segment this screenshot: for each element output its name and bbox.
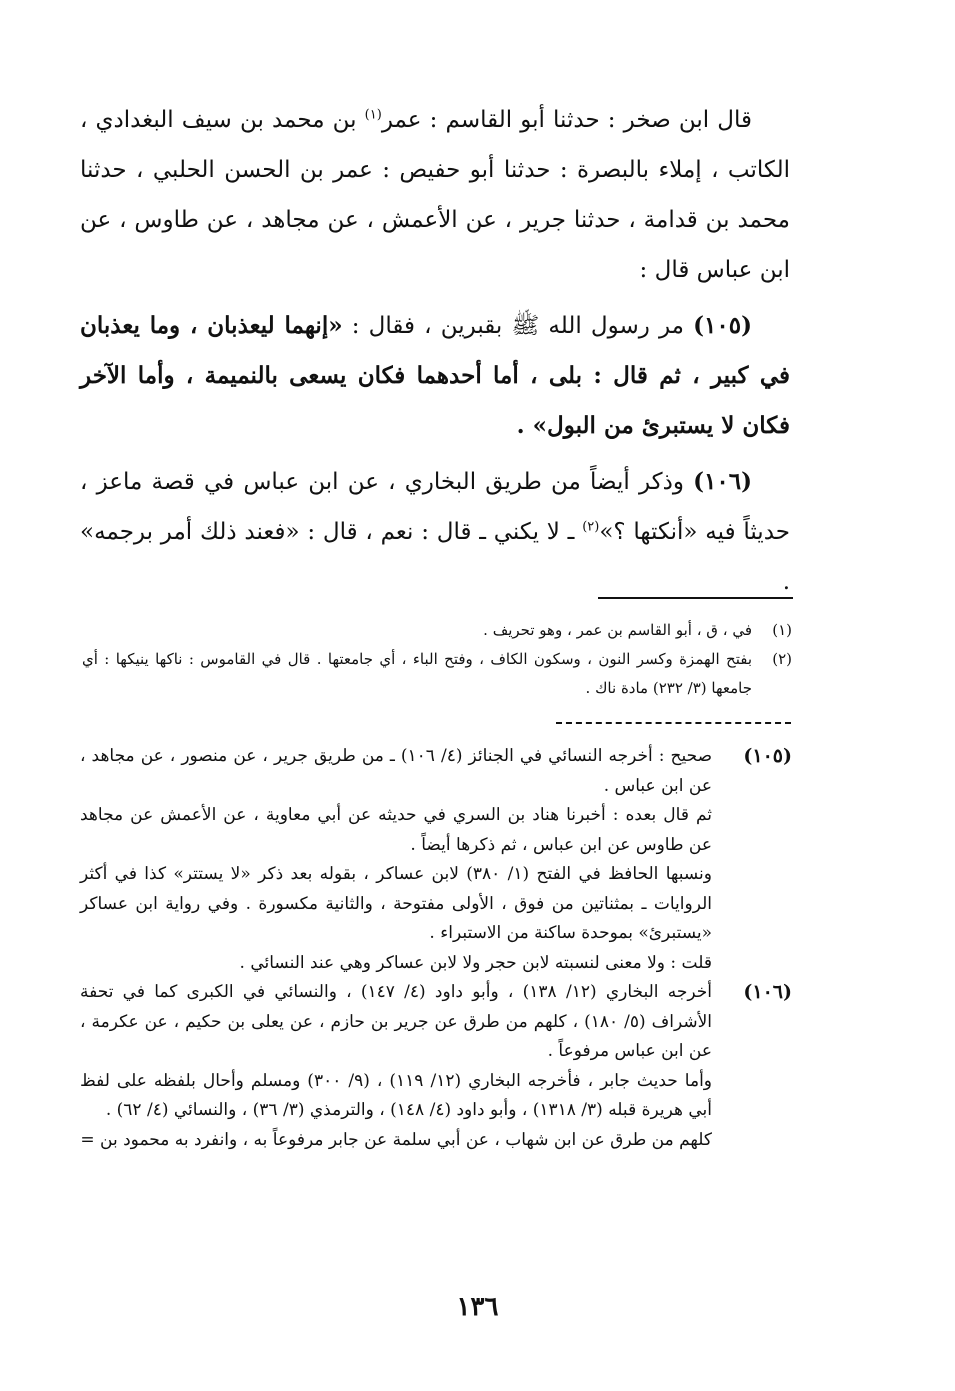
- takhrij-body: [80, 742, 712, 978]
- page-number: ١٣٦: [456, 1292, 499, 1322]
- hadith-105-matn: «إنهما ليعذبان ، وما يعذبان في كبير ، ثم قال : بلى ، أما أحدهما فكان يسعى بالنميمة ، وأما الآخر فكان لا يستبرئ من البول» .: [80, 312, 790, 439]
- takhrij-para: كلهم من طرق عن ابن شهاب ، عن أبي سلمة عن جابر مرفوعاً به ، وانفرد به محمود بن =: [80, 1129, 712, 1150]
- footnote-2: [82, 645, 792, 703]
- hadith-105-lead: مر رسول الله ﷺ بقبرين ، فقال :: [342, 313, 694, 339]
- footnote-1: [82, 616, 792, 645]
- isnad-text-rest: بن محمد بن سيف البغدادي ، الكاتب ، إملاء بالبصرة : حدثنا أبو حفيص : عمر بن الحسن الحلبي ، حدثنا محمد بن قدامة ، حدثنا جرير ، عن الأعمش ، عن مجاهد ، عن طاوس ، عن ابن عباس قال :: [80, 107, 790, 283]
- footnote-ref-2: (٢): [582, 519, 600, 535]
- hadith-105: [80, 301, 790, 451]
- main-text: [80, 95, 790, 607]
- isnad-paragraph: [80, 95, 790, 295]
- footnote-number: (١): [772, 621, 792, 639]
- takhrij-number: (١٠٦): [743, 981, 792, 1003]
- hadith-106-rest: ـ لا يكني ـ قال : نعم ، قال : «فعند ذلك أمر برجمه» .: [80, 519, 790, 595]
- takhrij-para: أخرجه البخاري (١٢/ ١٣٨) ، وأبو داود (٤/ ١٤٧) ، والنسائي في الكبرى كما في تحفة الأشراف (٥/ ١٨٠) ، كلهم من طرق عن جرير بن حازم ، عن يعلى بن حكيم ، عن عكرمة ، عن ابن عباس مرفوعاً .: [80, 982, 713, 1061]
- hadith-number-106: (١٠٦): [693, 468, 752, 495]
- isnad-text: قال ابن صخر : حدثنا أبو القاسم : عمر: [381, 107, 752, 133]
- takhrij-body: [80, 978, 712, 1155]
- hadith-number-105: (١٠٥): [693, 312, 752, 339]
- footnote-text: في ، ق ، أبو القاسم بن عمر ، وهو تحريف .: [483, 621, 752, 639]
- hadith-106: [80, 457, 790, 607]
- footnote-text: بفتح الهمزة وكسر النون ، وسكون الكاف ، وفتح الباء ، أي جامعتها . قال في القاموس : ناكها ينيكها : أي جامعها (٣/ ٢٣٢) مادة ناك .: [82, 650, 752, 697]
- takhrij-para: ونسبها الحافظ في الفتح (١/ ٣٨٠) لابن عساكر ، بقوله بعد ذكر «لا يستتر» كذا في أكثر الروايات ـ بمثناتين من فوق ، الأولى مفتوحة ، والثانية مكسورة . وفي رواية ابن عساكر «يستبرئ» بموحدة ساكنة من الاستبراء .: [80, 864, 712, 943]
- footnote-separator: [598, 597, 793, 599]
- takhrij-para: صحيح : أخرجه النسائي في الجنائز (٤/ ١٠٦) ـ من طريق جرير ، عن منصور ، عن مجاهد ، عن ابن عباس .: [80, 746, 713, 796]
- footnote-ref-1: (١): [364, 107, 382, 123]
- footnote-number: (٢): [772, 650, 792, 668]
- takhrij-notes: [80, 742, 792, 1155]
- takhrij-separator: [556, 722, 791, 724]
- takhrij-para: وأما حديث جابر ، فأخرجه البخاري (١٢/ ١١٩) ، (٩/ ٣٠٠) ومسلم وأحال بلفظه على لفظ أبي هريرة قبله (٣/ ١٣١٨) ، وأبو داود (٤/ ١٤٨) ، والترمذي (٣/ ٣٦) ، والنسائي (٤/ ٦٢) .: [80, 1070, 713, 1120]
- hadith-106-lead: وذكر أيضاً من طريق البخاري ، عن ابن عباس في قصة ماعز ، حديثاً فيه «أنكتها ؟»: [80, 469, 790, 545]
- footnotes: [82, 616, 792, 703]
- takhrij-106: [80, 978, 792, 1155]
- takhrij-number: (١٠٥): [743, 745, 792, 767]
- takhrij-para: ثم قال بعده : أخبرنا هناد بن السري في حديثه عن أبي معاوية ، عن الأعمش عن مجاهد عن طاوس عن ابن عباس ، ثم ذكرها أيضاً .: [80, 805, 712, 855]
- takhrij-para: قلت : ولا معنى لنسبته لابن حجر ولا لابن عساكر وهي عند النسائي .: [239, 952, 712, 973]
- takhrij-105: [80, 742, 792, 978]
